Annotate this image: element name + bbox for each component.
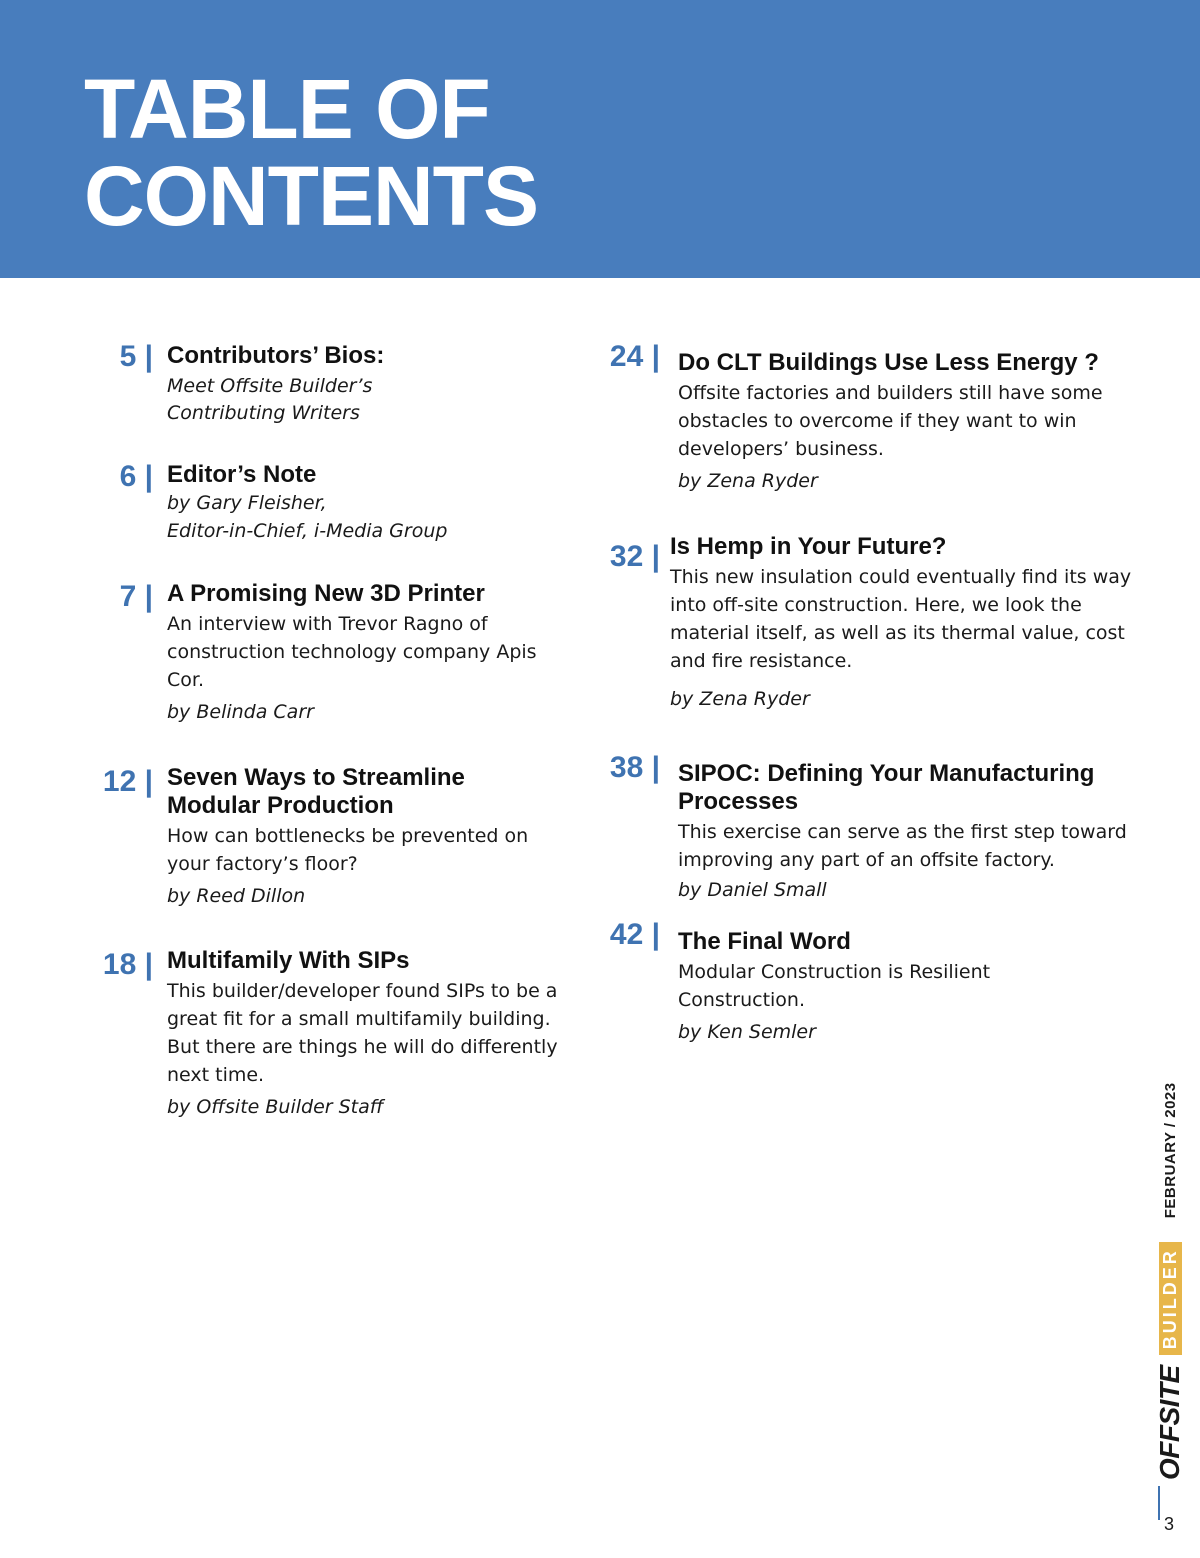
page-number-divider: [1158, 1486, 1160, 1520]
toc-entry[interactable]: [678, 760, 1148, 904]
entry-description: Modular Construction is Resilient Construction.: [678, 961, 991, 1011]
toc-entry[interactable]: [670, 533, 1140, 713]
entry-byline: by Reed Dillon: [167, 885, 306, 907]
entry-number: 18 |: [102, 948, 153, 981]
entry-title: SIPOC: Defining Your Manufacturing Processes: [678, 760, 1095, 815]
brand-logo-builder: BUILDER: [1159, 1242, 1182, 1355]
entry-number: 24 |: [609, 340, 660, 373]
entry-number: 5 |: [119, 340, 153, 373]
toc-entry[interactable]: [167, 580, 559, 726]
entry-description: This builder/developer found SIPs to be a great fit for a small multifamily building. But there are things he will do differently next time.: [167, 980, 558, 1086]
entry-byline: by Zena Ryder: [670, 688, 810, 710]
entry-title: Contributors’ Bios:: [167, 342, 385, 369]
entry-title: Do CLT Buildings Use Less Energy ?: [678, 349, 1099, 376]
toc-entry[interactable]: [678, 349, 1148, 495]
toc-entry[interactable]: [167, 764, 559, 910]
entry-title: The Final Word: [678, 928, 851, 955]
entry-number: 38 |: [609, 751, 660, 784]
entry-title: Editor’s Note: [167, 461, 317, 488]
entry-number: 7 |: [119, 580, 153, 613]
page-number: 3: [1164, 1514, 1175, 1534]
entry-number: 12 |: [102, 765, 153, 798]
entry-title: Seven Ways to Streamline Modular Production: [167, 764, 465, 819]
entry-byline: by Ken Semler: [678, 1021, 816, 1043]
entry-description: This new insulation could eventually find its way into off-site construction. Here, we look the material itself, as well as its thermal value, cost and fire resistance.: [670, 566, 1132, 672]
entry-description: Meet Offsite Builder’s Contributing Writers: [167, 375, 373, 424]
header-banner: [0, 0, 1200, 278]
entry-byline: by Zena Ryder: [678, 470, 818, 492]
entry-byline: by Offsite Builder Staff: [167, 1096, 384, 1118]
entry-description: An interview with Trevor Ragno of construction technology company Apis Cor.: [167, 613, 537, 691]
entry-title: A Promising New 3D Printer: [167, 580, 485, 607]
entry-number: 32 |: [609, 540, 660, 573]
entry-number: 42 |: [609, 918, 660, 951]
entry-description: Offsite factories and builders still have some obstacles to overcome if they want to win developers’ business.: [678, 382, 1103, 460]
sidebar-branding: [1150, 1082, 1190, 1500]
toc-entry[interactable]: [167, 342, 567, 427]
issue-date: FEBRUARY / 2023: [1161, 1082, 1179, 1219]
entry-description: by Gary Fleisher, Editor-in-Chief, i-Media Group: [167, 492, 448, 542]
entry-title: Multifamily With SIPs: [167, 947, 410, 974]
entry-description: How can bottlenecks be prevented on your factory’s floor?: [167, 825, 529, 875]
brand-logo-offsite: OFFSITE: [1154, 1365, 1185, 1480]
entry-title: Is Hemp in Your Future?: [670, 533, 947, 560]
sidebar-text: [1154, 1082, 1186, 1480]
entry-byline: by Daniel Small: [678, 879, 827, 901]
entry-description: This exercise can serve as the first step toward improving any part of an offsite factory.: [678, 821, 1127, 871]
toc-entry[interactable]: [678, 928, 1148, 1046]
toc-entry[interactable]: [167, 947, 559, 1121]
toc-entry[interactable]: [167, 461, 567, 545]
page-title: TABLE OF CONTENTS: [84, 62, 538, 243]
entry-number: 6 |: [119, 460, 153, 493]
entry-byline: by Belinda Carr: [167, 701, 314, 723]
